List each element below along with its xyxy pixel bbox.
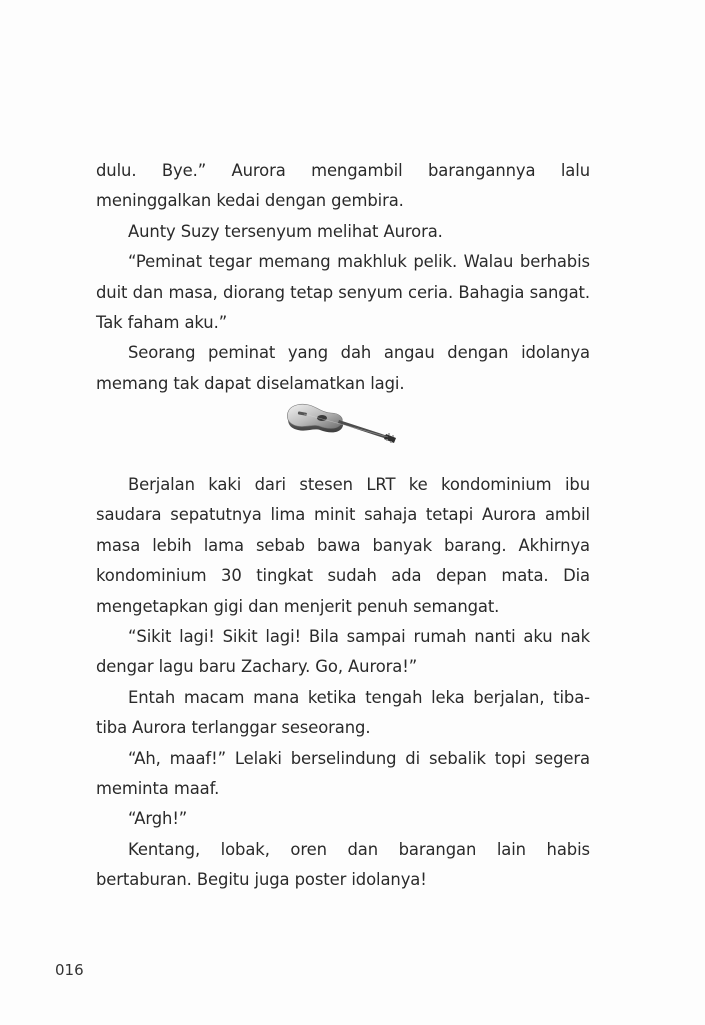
paragraph: Seorang peminat yang dah angau dengan idolanya memang tak dapat diselamatkan lagi. bbox=[96, 343, 590, 393]
paragraph: Entah macam mana ketika tengah leka berjalan, tiba-tiba Aurora terlanggar seseorang. bbox=[96, 687, 590, 738]
text-section-bottom bbox=[96, 470, 590, 896]
guitar-icon bbox=[284, 398, 400, 446]
paragraph: “Peminat tegar memang makhluk pelik. Walau berhabis duit dan masa, diorang tetap senyum ceria. Bahagia sangat. Tak faham aku.” bbox=[96, 252, 590, 333]
paragraph: “Sikit lagi! Sikit lagi! Bila sampai rumah nanti aku nak dengar lagu baru Zachary. Go, Aurora!” bbox=[96, 627, 590, 677]
paragraph: “Ah, maaf!” Lelaki berselindung di sebalik topi segera meminta maaf. bbox=[96, 748, 590, 799]
text-section-top bbox=[96, 156, 590, 399]
paragraph: Aunty Suzy tersenyum melihat Aurora. bbox=[128, 221, 443, 241]
paragraph: “Argh!” bbox=[128, 809, 188, 829]
page-number: 016 bbox=[55, 961, 84, 979]
paragraph: Kentang, lobak, oren dan barangan lain habis bertaburan. Begitu juga poster idolanya! bbox=[96, 839, 590, 890]
paragraph: dulu. Bye.” Aurora mengambil barangannya lalu meninggalkan kedai dengan gembira. bbox=[96, 161, 590, 211]
paragraph: Berjalan kaki dari stesen LRT ke kondominium ibu saudara sepatutnya lima minit sahaja tetapi Aurora ambil masa lebih lama sebab bawa banyak barang. Akhirnya kondominium 30 tingkat sudah ada depan mata. Dia mengetapkan gigi dan menjerit penuh semangat. bbox=[96, 475, 590, 616]
